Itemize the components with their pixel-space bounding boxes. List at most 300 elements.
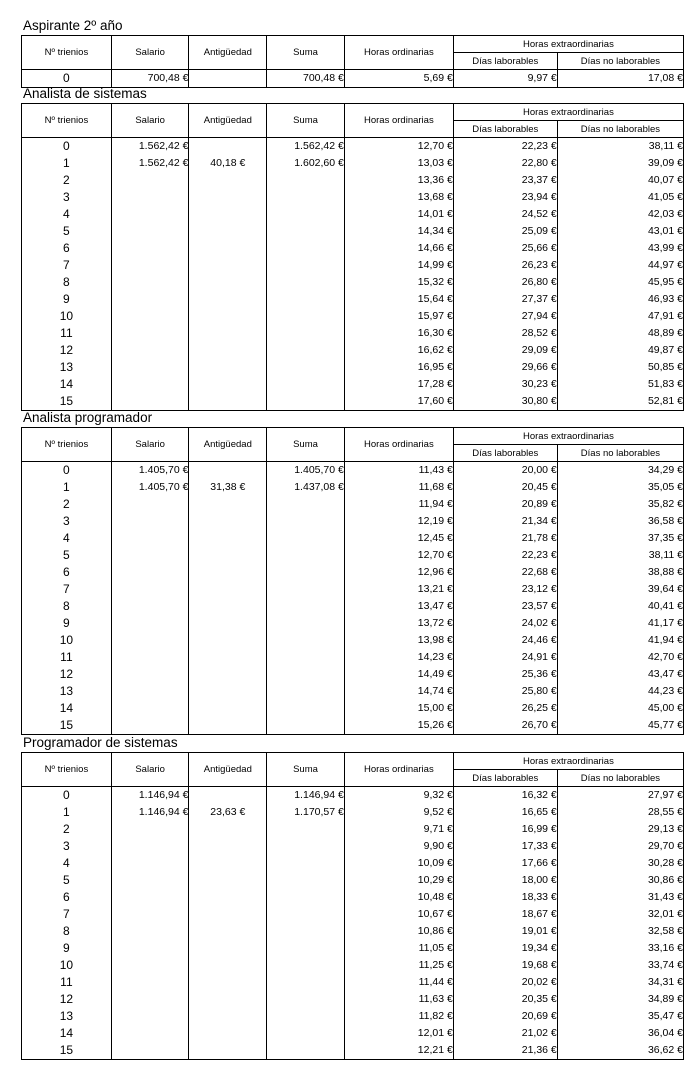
table-row <box>22 462 684 480</box>
suma-cell <box>267 1008 345 1025</box>
dias-no-laborables-cell: 35,05 € <box>557 479 683 496</box>
trienios-cell: 10 <box>22 632 112 649</box>
salario-cell <box>111 717 189 735</box>
table-row <box>22 581 684 598</box>
suma-cell: 1.170,57 € <box>267 804 345 821</box>
trienios-cell: 8 <box>22 923 112 940</box>
trienios-cell: 8 <box>22 274 112 291</box>
antiguedad-cell <box>189 547 267 564</box>
table-row <box>22 821 684 838</box>
header-salario: Salario <box>111 104 189 138</box>
table-row <box>22 666 684 683</box>
trienios-cell: 7 <box>22 581 112 598</box>
antiguedad-cell <box>189 462 267 480</box>
table-row <box>22 700 684 717</box>
header-salario: Salario <box>111 753 189 787</box>
horas-ordinarias-cell: 11,82 € <box>344 1008 453 1025</box>
table-row <box>22 189 684 206</box>
horas-ordinarias-cell: 9,71 € <box>344 821 453 838</box>
dias-no-laborables-cell: 42,03 € <box>557 206 683 223</box>
salary-table <box>21 103 684 411</box>
table-row <box>22 172 684 189</box>
horas-ordinarias-cell: 13,36 € <box>344 172 453 189</box>
dias-laborables-cell: 19,01 € <box>453 923 557 940</box>
dias-laborables-cell: 30,23 € <box>453 376 557 393</box>
dias-no-laborables-cell: 31,43 € <box>557 889 683 906</box>
trienios-cell: 12 <box>22 991 112 1008</box>
suma-cell <box>267 496 345 513</box>
dias-no-laborables-cell: 30,86 € <box>557 872 683 889</box>
dias-laborables-cell: 21,02 € <box>453 1025 557 1042</box>
horas-ordinarias-cell: 13,03 € <box>344 155 453 172</box>
dias-no-laborables-cell: 44,97 € <box>557 257 683 274</box>
suma-cell <box>267 376 345 393</box>
trienios-cell: 3 <box>22 189 112 206</box>
antiguedad-cell <box>189 240 267 257</box>
header-horas-extraordinarias: Horas extraordinarias <box>453 104 683 121</box>
suma-cell <box>267 889 345 906</box>
suma-cell <box>267 991 345 1008</box>
horas-ordinarias-cell: 13,72 € <box>344 615 453 632</box>
antiguedad-cell <box>189 906 267 923</box>
table-row <box>22 308 684 325</box>
header-salario: Salario <box>111 36 189 70</box>
table-row <box>22 649 684 666</box>
trienios-cell: 10 <box>22 957 112 974</box>
dias-no-laborables-cell: 48,89 € <box>557 325 683 342</box>
antiguedad-cell <box>189 564 267 581</box>
dias-no-laborables-cell: 34,89 € <box>557 991 683 1008</box>
dias-laborables-cell: 23,12 € <box>453 581 557 598</box>
antiguedad-cell <box>189 1042 267 1060</box>
salario-cell <box>111 189 189 206</box>
dias-laborables-cell: 18,00 € <box>453 872 557 889</box>
trienios-cell: 2 <box>22 821 112 838</box>
horas-ordinarias-cell: 16,30 € <box>344 325 453 342</box>
horas-ordinarias-cell: 14,99 € <box>344 257 453 274</box>
table-row <box>22 257 684 274</box>
suma-cell <box>267 821 345 838</box>
trienios-cell: 11 <box>22 974 112 991</box>
dias-no-laborables-cell: 41,17 € <box>557 615 683 632</box>
antiguedad-cell <box>189 940 267 957</box>
dias-laborables-cell: 20,89 € <box>453 496 557 513</box>
table-row <box>22 240 684 257</box>
dias-no-laborables-cell: 50,85 € <box>557 359 683 376</box>
trienios-cell: 4 <box>22 530 112 547</box>
trienios-cell: 5 <box>22 547 112 564</box>
dias-no-laborables-cell: 36,04 € <box>557 1025 683 1042</box>
dias-no-laborables-cell: 34,29 € <box>557 462 683 480</box>
salario-cell <box>111 649 189 666</box>
salario-cell <box>111 615 189 632</box>
dias-laborables-cell: 20,45 € <box>453 479 557 496</box>
dias-no-laborables-cell: 51,83 € <box>557 376 683 393</box>
suma-cell <box>267 240 345 257</box>
horas-ordinarias-cell: 16,95 € <box>344 359 453 376</box>
trienios-cell: 15 <box>22 393 112 411</box>
horas-ordinarias-cell: 16,62 € <box>344 342 453 359</box>
antiguedad-cell: 31,38 € <box>189 479 267 496</box>
horas-ordinarias-cell: 10,67 € <box>344 906 453 923</box>
trienios-cell: 7 <box>22 906 112 923</box>
horas-ordinarias-cell: 14,49 € <box>344 666 453 683</box>
table-row <box>22 1025 684 1042</box>
dias-no-laborables-cell: 36,58 € <box>557 513 683 530</box>
trienios-cell: 0 <box>22 70 112 88</box>
horas-ordinarias-cell: 12,70 € <box>344 138 453 156</box>
horas-ordinarias-cell: 12,21 € <box>344 1042 453 1060</box>
horas-ordinarias-cell: 11,68 € <box>344 479 453 496</box>
antiguedad-cell <box>189 342 267 359</box>
salario-cell <box>111 1042 189 1060</box>
dias-laborables-cell: 26,23 € <box>453 257 557 274</box>
trienios-cell: 9 <box>22 615 112 632</box>
trienios-cell: 11 <box>22 649 112 666</box>
header-dias-no-laborables: Días no laborables <box>557 53 683 70</box>
antiguedad-cell <box>189 855 267 872</box>
horas-ordinarias-cell: 17,60 € <box>344 393 453 411</box>
horas-ordinarias-cell: 10,86 € <box>344 923 453 940</box>
trienios-cell: 14 <box>22 376 112 393</box>
table-row <box>22 70 684 88</box>
antiguedad-cell <box>189 666 267 683</box>
header-suma: Suma <box>267 104 345 138</box>
table-row <box>22 717 684 735</box>
dias-laborables-cell: 30,80 € <box>453 393 557 411</box>
antiguedad-cell <box>189 1025 267 1042</box>
antiguedad-cell: 40,18 € <box>189 155 267 172</box>
salario-cell <box>111 274 189 291</box>
salario-cell <box>111 1025 189 1042</box>
trienios-cell: 10 <box>22 308 112 325</box>
dias-no-laborables-cell: 43,01 € <box>557 223 683 240</box>
salario-cell <box>111 1008 189 1025</box>
dias-laborables-cell: 26,80 € <box>453 274 557 291</box>
horas-ordinarias-cell: 13,98 € <box>344 632 453 649</box>
header-dias-no-laborables: Días no laborables <box>557 770 683 787</box>
dias-no-laborables-cell: 38,11 € <box>557 547 683 564</box>
suma-cell: 1.437,08 € <box>267 479 345 496</box>
trienios-cell: 4 <box>22 855 112 872</box>
trienios-cell: 5 <box>22 223 112 240</box>
table-row <box>22 957 684 974</box>
antiguedad-cell <box>189 581 267 598</box>
table-row <box>22 479 684 496</box>
dias-no-laborables-cell: 52,81 € <box>557 393 683 411</box>
dias-laborables-cell: 29,09 € <box>453 342 557 359</box>
salario-cell <box>111 359 189 376</box>
dias-laborables-cell: 26,25 € <box>453 700 557 717</box>
dias-laborables-cell: 16,32 € <box>453 787 557 805</box>
suma-cell: 700,48 € <box>267 70 345 88</box>
antiguedad-cell <box>189 632 267 649</box>
dias-laborables-cell: 9,97 € <box>453 70 557 88</box>
suma-cell <box>267 530 345 547</box>
trienios-cell: 6 <box>22 889 112 906</box>
salario-cell <box>111 923 189 940</box>
header-suma: Suma <box>267 36 345 70</box>
horas-ordinarias-cell: 11,43 € <box>344 462 453 480</box>
salario-cell <box>111 683 189 700</box>
trienios-cell: 2 <box>22 496 112 513</box>
dias-no-laborables-cell: 45,95 € <box>557 274 683 291</box>
salario-cell: 1.405,70 € <box>111 462 189 480</box>
section-title: Analista de sistemas <box>23 86 147 101</box>
trienios-cell: 1 <box>22 479 112 496</box>
dias-no-laborables-cell: 44,23 € <box>557 683 683 700</box>
salario-cell <box>111 666 189 683</box>
suma-cell <box>267 359 345 376</box>
suma-cell: 1.146,94 € <box>267 787 345 805</box>
header-horas-ordinarias: Horas ordinarias <box>344 428 453 462</box>
horas-ordinarias-cell: 9,52 € <box>344 804 453 821</box>
table-row <box>22 1008 684 1025</box>
header-horas-ordinarias: Horas ordinarias <box>344 753 453 787</box>
header-antiguedad: Antigüedad <box>189 428 267 462</box>
table-row <box>22 838 684 855</box>
dias-no-laborables-cell: 35,82 € <box>557 496 683 513</box>
dias-no-laborables-cell: 40,07 € <box>557 172 683 189</box>
dias-no-laborables-cell: 17,08 € <box>557 70 683 88</box>
antiguedad-cell <box>189 649 267 666</box>
horas-ordinarias-cell: 15,00 € <box>344 700 453 717</box>
dias-no-laborables-cell: 46,93 € <box>557 291 683 308</box>
header-dias-laborables: Días laborables <box>453 445 557 462</box>
dias-laborables-cell: 19,68 € <box>453 957 557 974</box>
suma-cell <box>267 666 345 683</box>
salario-cell <box>111 957 189 974</box>
dias-laborables-cell: 22,23 € <box>453 547 557 564</box>
antiguedad-cell <box>189 957 267 974</box>
section-title: Programador de sistemas <box>23 735 178 750</box>
salario-cell <box>111 598 189 615</box>
header-trienios: Nº trienios <box>22 104 112 138</box>
suma-cell <box>267 838 345 855</box>
horas-ordinarias-cell: 12,70 € <box>344 547 453 564</box>
header-antiguedad: Antigüedad <box>189 104 267 138</box>
dias-no-laborables-cell: 43,47 € <box>557 666 683 683</box>
trienios-cell: 13 <box>22 359 112 376</box>
dias-no-laborables-cell: 33,74 € <box>557 957 683 974</box>
antiguedad-cell <box>189 838 267 855</box>
suma-cell <box>267 855 345 872</box>
horas-ordinarias-cell: 9,90 € <box>344 838 453 855</box>
header-antiguedad: Antigüedad <box>189 36 267 70</box>
dias-laborables-cell: 16,99 € <box>453 821 557 838</box>
trienios-cell: 13 <box>22 1008 112 1025</box>
salario-cell <box>111 872 189 889</box>
antiguedad-cell <box>189 615 267 632</box>
table-row <box>22 291 684 308</box>
table-row <box>22 530 684 547</box>
horas-ordinarias-cell: 17,28 € <box>344 376 453 393</box>
antiguedad-cell <box>189 70 267 88</box>
trienios-cell: 8 <box>22 598 112 615</box>
dias-no-laborables-cell: 33,16 € <box>557 940 683 957</box>
antiguedad-cell <box>189 138 267 156</box>
header-horas-ordinarias: Horas ordinarias <box>344 104 453 138</box>
suma-cell <box>267 223 345 240</box>
trienios-cell: 0 <box>22 138 112 156</box>
dias-no-laborables-cell: 39,64 € <box>557 581 683 598</box>
header-trienios: Nº trienios <box>22 428 112 462</box>
dias-no-laborables-cell: 38,88 € <box>557 564 683 581</box>
dias-laborables-cell: 22,23 € <box>453 138 557 156</box>
dias-no-laborables-cell: 29,70 € <box>557 838 683 855</box>
header-horas-extraordinarias: Horas extraordinarias <box>453 428 683 445</box>
salario-cell <box>111 376 189 393</box>
header-trienios: Nº trienios <box>22 36 112 70</box>
dias-laborables-cell: 27,37 € <box>453 291 557 308</box>
table-row <box>22 804 684 821</box>
trienios-cell: 3 <box>22 513 112 530</box>
suma-cell <box>267 923 345 940</box>
salario-cell <box>111 547 189 564</box>
antiguedad-cell <box>189 189 267 206</box>
table-row <box>22 974 684 991</box>
trienios-cell: 11 <box>22 325 112 342</box>
suma-cell <box>267 325 345 342</box>
trienios-cell: 15 <box>22 1042 112 1060</box>
horas-ordinarias-cell: 10,29 € <box>344 872 453 889</box>
dias-no-laborables-cell: 47,91 € <box>557 308 683 325</box>
trienios-cell: 1 <box>22 804 112 821</box>
salario-cell <box>111 855 189 872</box>
antiguedad-cell <box>189 889 267 906</box>
antiguedad-cell <box>189 872 267 889</box>
dias-laborables-cell: 24,46 € <box>453 632 557 649</box>
horas-ordinarias-cell: 12,96 € <box>344 564 453 581</box>
dias-laborables-cell: 25,09 € <box>453 223 557 240</box>
dias-no-laborables-cell: 34,31 € <box>557 974 683 991</box>
horas-ordinarias-cell: 11,25 € <box>344 957 453 974</box>
suma-cell <box>267 872 345 889</box>
table-row <box>22 906 684 923</box>
dias-no-laborables-cell: 45,00 € <box>557 700 683 717</box>
suma-cell <box>267 581 345 598</box>
horas-ordinarias-cell: 10,48 € <box>344 889 453 906</box>
suma-cell <box>267 683 345 700</box>
salario-cell <box>111 342 189 359</box>
salario-cell <box>111 291 189 308</box>
horas-ordinarias-cell: 13,21 € <box>344 581 453 598</box>
antiguedad-cell <box>189 530 267 547</box>
dias-laborables-cell: 23,57 € <box>453 598 557 615</box>
trienios-cell: 15 <box>22 717 112 735</box>
table-row <box>22 138 684 156</box>
salario-cell: 1.562,42 € <box>111 138 189 156</box>
antiguedad-cell <box>189 257 267 274</box>
trienios-cell: 13 <box>22 683 112 700</box>
antiguedad-cell <box>189 923 267 940</box>
dias-laborables-cell: 25,66 € <box>453 240 557 257</box>
table-row <box>22 598 684 615</box>
salario-cell <box>111 513 189 530</box>
suma-cell <box>267 393 345 411</box>
antiguedad-cell <box>189 359 267 376</box>
salario-cell: 1.562,42 € <box>111 155 189 172</box>
suma-cell <box>267 940 345 957</box>
antiguedad-cell <box>189 206 267 223</box>
table-row <box>22 359 684 376</box>
trienios-cell: 3 <box>22 838 112 855</box>
table-row <box>22 991 684 1008</box>
antiguedad-cell <box>189 513 267 530</box>
dias-no-laborables-cell: 29,13 € <box>557 821 683 838</box>
dias-no-laborables-cell: 32,01 € <box>557 906 683 923</box>
horas-ordinarias-cell: 15,64 € <box>344 291 453 308</box>
dias-no-laborables-cell: 39,09 € <box>557 155 683 172</box>
antiguedad-cell <box>189 1008 267 1025</box>
header-dias-laborables: Días laborables <box>453 770 557 787</box>
suma-cell <box>267 342 345 359</box>
dias-no-laborables-cell: 30,28 € <box>557 855 683 872</box>
antiguedad-cell <box>189 223 267 240</box>
suma-cell <box>267 906 345 923</box>
suma-cell <box>267 308 345 325</box>
dias-laborables-cell: 20,35 € <box>453 991 557 1008</box>
salario-cell <box>111 308 189 325</box>
suma-cell <box>267 547 345 564</box>
salario-cell: 700,48 € <box>111 70 189 88</box>
table-row <box>22 872 684 889</box>
section-title: Analista programador <box>23 410 153 425</box>
salario-cell <box>111 206 189 223</box>
antiguedad-cell <box>189 683 267 700</box>
table-row <box>22 223 684 240</box>
table-row <box>22 376 684 393</box>
dias-no-laborables-cell: 27,97 € <box>557 787 683 805</box>
salario-cell <box>111 581 189 598</box>
horas-ordinarias-cell: 14,23 € <box>344 649 453 666</box>
trienios-cell: 4 <box>22 206 112 223</box>
antiguedad-cell <box>189 172 267 189</box>
table-row <box>22 325 684 342</box>
antiguedad-cell <box>189 496 267 513</box>
salary-table <box>21 752 684 1060</box>
dias-no-laborables-cell: 40,41 € <box>557 598 683 615</box>
table-row <box>22 513 684 530</box>
horas-ordinarias-cell: 13,68 € <box>344 189 453 206</box>
horas-ordinarias-cell: 13,47 € <box>344 598 453 615</box>
dias-laborables-cell: 16,65 € <box>453 804 557 821</box>
salario-cell <box>111 906 189 923</box>
suma-cell: 1.602,60 € <box>267 155 345 172</box>
header-horas-extraordinarias: Horas extraordinarias <box>453 753 683 770</box>
dias-no-laborables-cell: 49,87 € <box>557 342 683 359</box>
table-row <box>22 855 684 872</box>
horas-ordinarias-cell: 14,74 € <box>344 683 453 700</box>
dias-laborables-cell: 27,94 € <box>453 308 557 325</box>
horas-ordinarias-cell: 15,97 € <box>344 308 453 325</box>
dias-laborables-cell: 28,52 € <box>453 325 557 342</box>
salario-cell <box>111 991 189 1008</box>
horas-ordinarias-cell: 14,34 € <box>344 223 453 240</box>
section-title: Aspirante 2º año <box>23 18 123 33</box>
table-row <box>22 342 684 359</box>
suma-cell <box>267 1025 345 1042</box>
suma-cell <box>267 274 345 291</box>
antiguedad-cell <box>189 291 267 308</box>
horas-ordinarias-cell: 9,32 € <box>344 787 453 805</box>
header-dias-no-laborables: Días no laborables <box>557 445 683 462</box>
trienios-cell: 5 <box>22 872 112 889</box>
dias-laborables-cell: 20,69 € <box>453 1008 557 1025</box>
trienios-cell: 9 <box>22 291 112 308</box>
table-row <box>22 889 684 906</box>
salary-table <box>21 35 684 88</box>
